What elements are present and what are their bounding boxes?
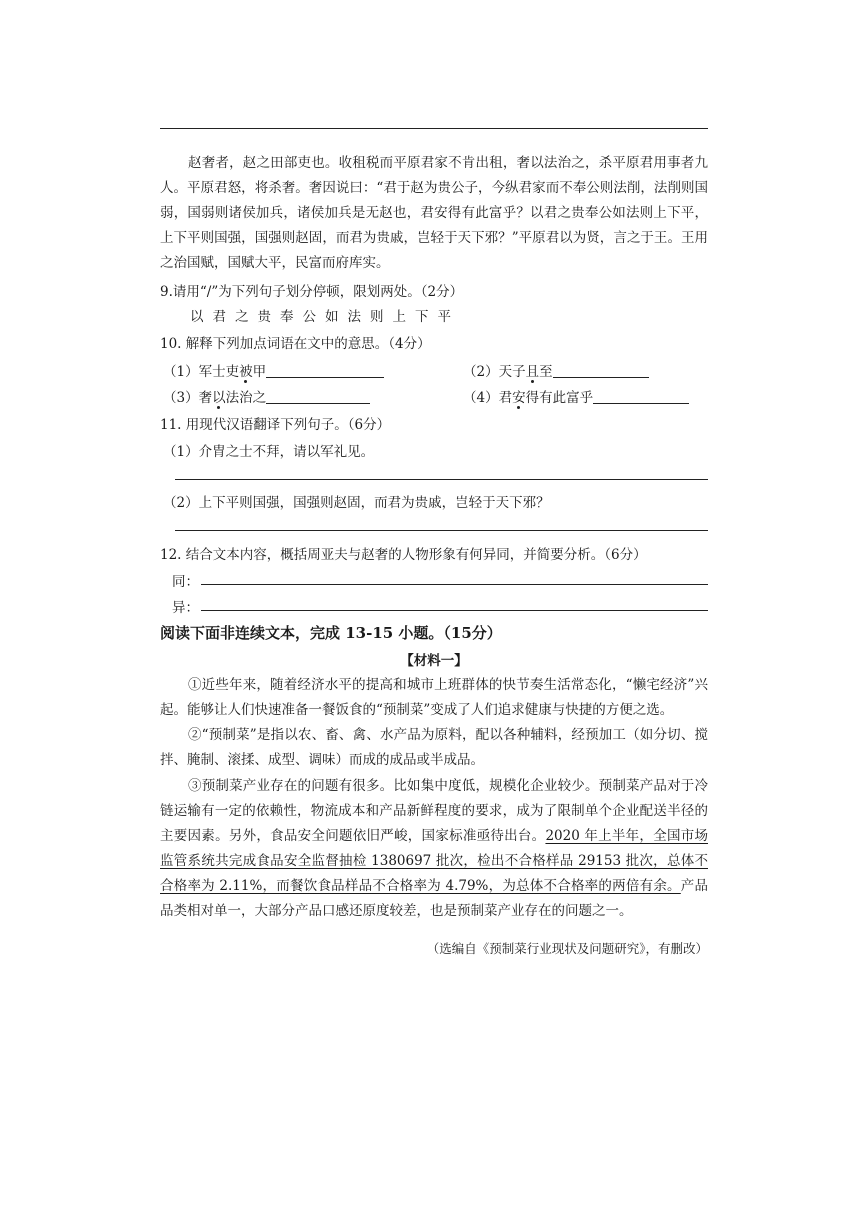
q12-same-label: 同： bbox=[172, 574, 199, 590]
material-title: 【材料一】 bbox=[400, 653, 468, 669]
q10-answer-3[interactable] bbox=[266, 389, 370, 404]
q12-diff-answer-line[interactable] bbox=[201, 610, 708, 611]
q10-prompt: 10. 解释下列加点词语在文中的意思。（4分） bbox=[160, 336, 431, 352]
q11-answer-line-2[interactable] bbox=[175, 530, 708, 531]
source-citation: （选编自《预制菜行业现状及问题研究》，有删改） bbox=[426, 941, 708, 956]
top-rule bbox=[160, 128, 708, 129]
q10-item-2: （2）天子且至 bbox=[463, 360, 649, 380]
q12-prompt: 12. 结合文本内容，概括周亚夫与赵奢的人物形象有何异同，并简要分析。（6分） bbox=[160, 547, 647, 563]
q10-answer-1[interactable] bbox=[266, 363, 384, 378]
q10-item-1: （1）军士吏被甲 bbox=[163, 360, 384, 380]
material-paragraph-1: ①近些年来，随着经济水平的提高和城市上班群体的快节奏生活常态化，“懒宅经济”兴起。能够让人们快速准备一餐饭食的“预制菜”变成了人们追求健康与快捷的方便之选。 bbox=[160, 677, 708, 718]
q9-prompt: 9.请用“/”为下列句子划分停顿，限划两处。（2分） bbox=[160, 284, 464, 300]
q10-answer-4[interactable] bbox=[593, 389, 689, 404]
material-paragraph-2: ②“预制菜”是指以农、畜、禽、水产品为原料，配以各种辅料，经预加工（如分切、搅拌、腌制、滚揉、成型、调味）而成的成品或半成品。 bbox=[160, 727, 708, 768]
q10-item-3: （3）奢以法治之 bbox=[163, 386, 370, 406]
material-paragraph-3: ③预制菜产业存在的问题有很多。比如集中度低，规模化企业较少。预制菜产品对于冷链运输有一定的依赖性，物流成本和产品新鲜程度的要求，成为了限制单个企业配送半径的主要因素。另外，食品安全问题依旧严峻，国家标准亟待出台。2020 年上半年，全国市场监管系统共完成食品安全监督抽检 1380697 批次，检出不合格样品 29153 批次，总体不合格率为 2.11%，而餐饮食品样品不合格率为 4.79%，为总体不合格率的两倍有余。产品品类相对单一，大部分产品口感还原度较差，也是预制菜产业存在的问题之一。 bbox=[160, 778, 709, 919]
classical-passage: 赵奢者，赵之田部吏也。收租税而平原君家不肯出租，奢以法治之，杀平原君用事者九人。平原君怒，将杀奢。奢因说曰：“君于赵为贵公子，今纵君家而不奉公则法削，法削则国弱，国弱则诸侯加兵，诸侯加兵是无赵也，君安得有此富乎？以君之贵奉公如法则上下平，上下平则国强，国强则赵固，而君为贵戚，岂轻于天下邪？”平原君以为贤，言之于王。王用之治国赋，国赋大平，民富而府库实。 bbox=[160, 155, 708, 271]
q11-sentence-1: （1）介胄之士不拜，请以军礼见。 bbox=[163, 444, 375, 460]
q11-answer-line-1[interactable] bbox=[175, 479, 708, 480]
section-heading: 阅读下面非连续文本，完成 13-15 小题。（15分） bbox=[160, 624, 502, 642]
q11-sentence-2: （2）上下平则国强，国强则赵固，而君为贵戚，岂轻于天下邪？ bbox=[163, 495, 550, 511]
underlined-statistics: 2020 年上半年，全国市场监管系统共完成食品安全监督抽检 1380697 批次，检出不合格样品 29153 批次，总体不合格率为 2.11%，而餐饮食品样品不合格率为 4.79%，为总体不合格率的两倍有余。 bbox=[160, 828, 708, 894]
q12-diff-label: 异： bbox=[172, 600, 199, 616]
q12-same-answer-line[interactable] bbox=[201, 584, 708, 585]
q9-sentence: 以君之贵奉公如法则上下平 bbox=[190, 309, 460, 325]
q10-answer-2[interactable] bbox=[553, 363, 649, 378]
q10-item-4: （4）君安得有此富乎 bbox=[463, 386, 689, 406]
q11-prompt: 11. 用现代汉语翻译下列句子。（6分） bbox=[160, 417, 391, 433]
